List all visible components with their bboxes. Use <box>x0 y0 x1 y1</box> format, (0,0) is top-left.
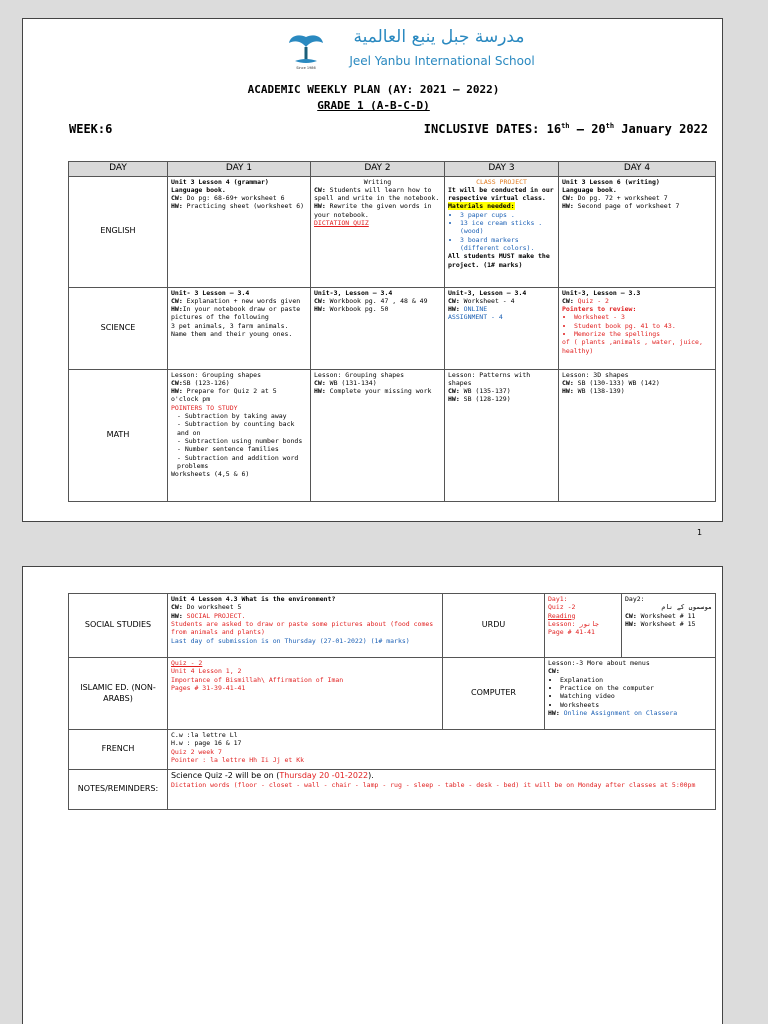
week-label: WEEK:6 <box>69 122 113 136</box>
subject-math: MATH <box>69 369 168 501</box>
science-day1: Unit- 3 Lesson – 3.4 CW: Explanation + new words given HW:In your notebook draw or paste pictures of the following 3 pet animals, 3 farm animals. Name them and their young ones. <box>168 287 311 369</box>
subject-notes: NOTES/REMINDERS: <box>69 770 168 810</box>
list-item: - Subtraction by taking away <box>177 412 307 420</box>
list-item: - Subtraction using number bonds <box>177 437 307 445</box>
list-item: • 3 board markers (different colors). <box>460 236 555 253</box>
science-day4: Unit-3, Lesson – 3.3 CW: Quiz - 2 Pointers to review: • Worksheet - 3 • Student book pg. 41 to 43. • Memorize the spellings of ( plants ,animals , water, juice, healthy) <box>559 287 716 369</box>
header-day1: DAY 1 <box>168 162 311 177</box>
urdu-day1: Day1: Quiz -2 Reading Lesson: جانور Page # 41-41 <box>545 594 622 658</box>
subject-french: FRENCH <box>69 730 168 770</box>
subject-english: ENGLISH <box>69 176 168 287</box>
subject-science: SCIENCE <box>69 287 168 369</box>
school-name-english: Jeel Yanbu International School <box>349 54 535 68</box>
math-day4: Lesson: 3D shapes CW: SB (130-133) WB (142) HW: WB (138-139) <box>559 369 716 501</box>
subject-islamic: ISLAMIC ED. (NON-ARABS) <box>69 658 168 730</box>
plan-title: ACADEMIC WEEKLY PLAN (AY: 2021 – 2022) <box>247 83 500 96</box>
urdu-day2: Day2: موسموں کے نام CW: Worksheet # 11 HW: Worksheet # 15 <box>622 594 716 658</box>
weekly-plan-table <box>68 161 716 502</box>
table-row-french <box>69 730 716 770</box>
science-day2: Unit-3, Lesson – 3.4 CW: Workbook pg. 47 , 48 & 49 HW: Workbook pg. 50 <box>311 287 445 369</box>
inclusive-dates: INCLUSIVE DATES: 16th – 20th January 2022 <box>423 122 708 136</box>
science-day3: Unit-3, Lesson – 3.4 CW: Worksheet - 4 HW: ONLINE ASSIGNMENT - 4 <box>445 287 559 369</box>
subjects-table <box>68 593 716 810</box>
svg-text:Since 1986: Since 1986 <box>296 66 316 70</box>
document-page-2 <box>22 566 723 1024</box>
math-day2: Lesson: Grouping shapes CW: WB (131-134) HW: Complete your missing work <box>311 369 445 501</box>
header-day2: DAY 2 <box>311 162 445 177</box>
computer-content: Lesson:-3 More about menus CW: • Explanation • Practice on the computer • Watching video • Worksheets HW: Online Assignment on Classera <box>545 658 716 730</box>
list-item: • Worksheets <box>560 701 712 709</box>
school-logo <box>287 27 557 77</box>
table-row-islamic-computer <box>69 658 716 730</box>
header-day3: DAY 3 <box>445 162 559 177</box>
list-item: - Subtraction and addition word problems <box>177 454 307 471</box>
list-item: • 3 paper cups . <box>460 211 555 219</box>
subject-computer: COMPUTER <box>443 658 545 730</box>
english-day3: CLASS PROJECT It will be conducted in our respective virtual class. Materials needed: • 3 paper cups . • 13 ice cream sticks . (wood) • 3 board markers (different colors). All students MUST make the project. (1# marks) <box>445 176 559 287</box>
notes-content: Science Quiz -2 will be on (Thursday 20 -01-2022). Dictation words (floor - closet - wall - chair - lamp - rug - sleep - table - desk - bed) it will be on Monday after classes at 5:00pm <box>168 770 716 810</box>
social-studies-content: Unit 4 Lesson 4.3 What is the environment? CW: Do worksheet 5 HW: SOCIAL PROJECT. Students are asked to draw or paste some pictures about (food comes from animals and plants) Last day of submission is on Thursday (27-01-2022) (1# marks) <box>168 594 443 658</box>
document-page-1 <box>22 18 723 522</box>
subject-urdu: URDU <box>443 594 545 658</box>
list-item: • Watching video <box>560 692 712 700</box>
page-number: 1 <box>697 528 703 537</box>
french-content: C.w :la lettre Ll H.w : page 16 & 17 Quiz 2 week 7 Pointer : la lettre Hh Ii Jj et Kk <box>168 730 716 770</box>
table-header-row <box>69 162 716 177</box>
english-day4: Unit 3 Lesson 6 (writing) Language book. CW: Do pg. 72 + worksheet 7 HW: Second page of worksheet 7 <box>559 176 716 287</box>
islamic-content: Quiz - 2 Unit 4 Lesson 1, 2 Importance of Bismillah\ Affirmation of Iman Pages # 31-39-41-41 <box>168 658 443 730</box>
header-day4: DAY 4 <box>559 162 716 177</box>
list-item: • Memorize the spellings <box>574 330 712 338</box>
list-item: • Practice on the computer <box>560 684 712 692</box>
school-name-arabic: مدرسة جبل ينبع العالمية <box>353 27 525 47</box>
math-day3: Lesson: Patterns with shapes CW: WB (135-137) HW: SB (128-129) <box>445 369 559 501</box>
table-row-english <box>69 176 716 287</box>
list-item: • Worksheet - 3 <box>574 313 712 321</box>
list-item: - Number sentence families <box>177 445 307 453</box>
table-row-social-urdu <box>69 594 716 658</box>
school-crest-icon <box>287 31 325 71</box>
table-row-math <box>69 369 716 501</box>
table-row-notes <box>69 770 716 810</box>
list-item: • 13 ice cream sticks . (wood) <box>460 219 555 236</box>
grade-title: GRADE 1 (A-B-C-D) <box>317 99 430 112</box>
english-day1: Unit 3 Lesson 4 (grammar) Language book. CW: Do pg: 68-69+ worksheet 6 HW: Practicing sheet (worksheet 6) <box>168 176 311 287</box>
table-row-science <box>69 287 716 369</box>
list-item: • Student book pg. 41 to 43. <box>574 322 712 330</box>
english-day2: Writing CW: Students will learn how to spell and write in the notebook. HW: Rewrite the given words in your notebook. DICTATION QUIZ <box>311 176 445 287</box>
header-day: DAY <box>69 162 168 177</box>
list-item: - Subtraction by counting back and on <box>177 420 307 437</box>
subject-social-studies: SOCIAL STUDIES <box>69 594 168 658</box>
list-item: • Explanation <box>560 676 712 684</box>
math-day1: Lesson: Grouping shapes CW:SB (123-126) HW: Prepare for Quiz 2 at 5 o'clock pm POINTERS TO STUDY - Subtraction by taking away - Subtraction by counting back and on - Subtraction using number bonds - Number sentence families - Subtraction and addition word problems Worksheets (4,5 & 6) <box>168 369 311 501</box>
